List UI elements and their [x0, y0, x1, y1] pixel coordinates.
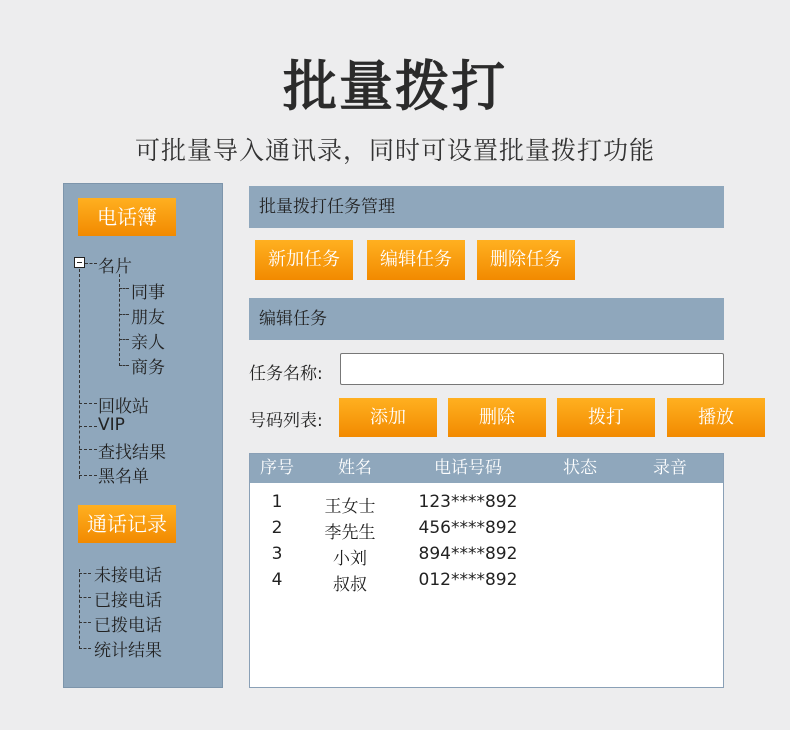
table-header: [250, 454, 723, 483]
play-button[interactable]: 播放: [667, 398, 765, 437]
tree-branch: [119, 365, 129, 366]
tree-item-blacklist[interactable]: 黑名单: [98, 467, 149, 487]
tree-branch: [119, 288, 129, 289]
tree-branch: [79, 648, 91, 649]
number-table: [249, 453, 724, 688]
collapse-icon[interactable]: [74, 257, 85, 268]
tree-item-relatives[interactable]: 亲人: [131, 333, 165, 353]
edit-task-button[interactable]: 编辑任务: [367, 240, 465, 280]
cell-index: 4: [271, 570, 283, 590]
tree-item-cards[interactable]: 名片: [98, 257, 132, 277]
tree-guide-line: [79, 269, 80, 479]
delete-task-button[interactable]: 删除任务: [477, 240, 575, 280]
contacts-tree: [64, 184, 224, 687]
column-header-phone[interactable]: 电话号码: [434, 458, 502, 478]
tree-branch: [79, 426, 97, 427]
column-header-name[interactable]: 姓名: [338, 458, 372, 478]
tree-branch: [79, 622, 91, 623]
column-header-status[interactable]: 状态: [563, 458, 597, 478]
cell-phone: 123****892: [418, 492, 518, 512]
phonebook-button[interactable]: 电话簿: [78, 198, 176, 236]
call-item-received[interactable]: 已接电话: [94, 591, 162, 611]
cell-name: 王女士: [324, 497, 376, 517]
sidebar: [63, 183, 223, 688]
task-name-input[interactable]: [340, 353, 724, 385]
edit-task-header: 编辑任务: [249, 298, 724, 340]
tree-item-business[interactable]: 商务: [131, 358, 165, 378]
tree-branch: [79, 475, 97, 476]
new-task-button[interactable]: 新加任务: [255, 240, 353, 280]
tree-branch: [119, 339, 129, 340]
cell-name: 小刘: [333, 549, 367, 569]
call-item-dialed[interactable]: 已拨电话: [94, 616, 162, 636]
delete-button[interactable]: 删除: [448, 398, 546, 437]
column-header-recording[interactable]: 录音: [653, 458, 687, 478]
tree-guide-line: [79, 569, 80, 649]
task-name-label: 任务名称:: [249, 364, 323, 384]
tree-item-colleagues[interactable]: 同事: [131, 283, 165, 303]
cell-phone: 456****892: [418, 518, 518, 538]
call-item-statistics[interactable]: 统计结果: [94, 641, 162, 661]
cell-name: 叔叔: [333, 575, 367, 595]
call-log-button[interactable]: 通话记录: [78, 505, 176, 543]
tree-branch: [79, 449, 97, 450]
cell-index: 2: [271, 518, 283, 538]
tree-item-recycle-bin[interactable]: 回收站: [98, 397, 149, 417]
call-item-missed[interactable]: 未接电话: [94, 566, 162, 586]
tree-branch: [119, 314, 129, 315]
cell-index: 3: [271, 544, 283, 564]
number-list-label: 号码列表:: [249, 411, 323, 431]
add-button[interactable]: 添加: [339, 398, 437, 437]
cell-phone: 894****892: [418, 544, 518, 564]
page-title: 批量拨打: [283, 55, 507, 118]
cell-index: 1: [271, 492, 283, 512]
tree-branch: [85, 263, 97, 264]
column-header-index[interactable]: 序号: [260, 458, 294, 478]
dial-button[interactable]: 拨打: [557, 398, 655, 437]
tree-branch: [79, 573, 91, 574]
tree-item-search-results[interactable]: 查找结果: [98, 443, 166, 463]
tree-item-friends[interactable]: 朋友: [131, 308, 165, 328]
cell-phone: 012****892: [418, 570, 518, 590]
page-subtitle: 可批量导入通讯录，同时可设置批量拨打功能: [134, 136, 655, 165]
tree-item-vip[interactable]: VIP: [98, 415, 125, 435]
task-manager-header: 批量拨打任务管理: [249, 186, 724, 228]
cell-name: 李先生: [324, 523, 376, 543]
tree-branch: [79, 403, 97, 404]
tree-branch: [79, 597, 91, 598]
